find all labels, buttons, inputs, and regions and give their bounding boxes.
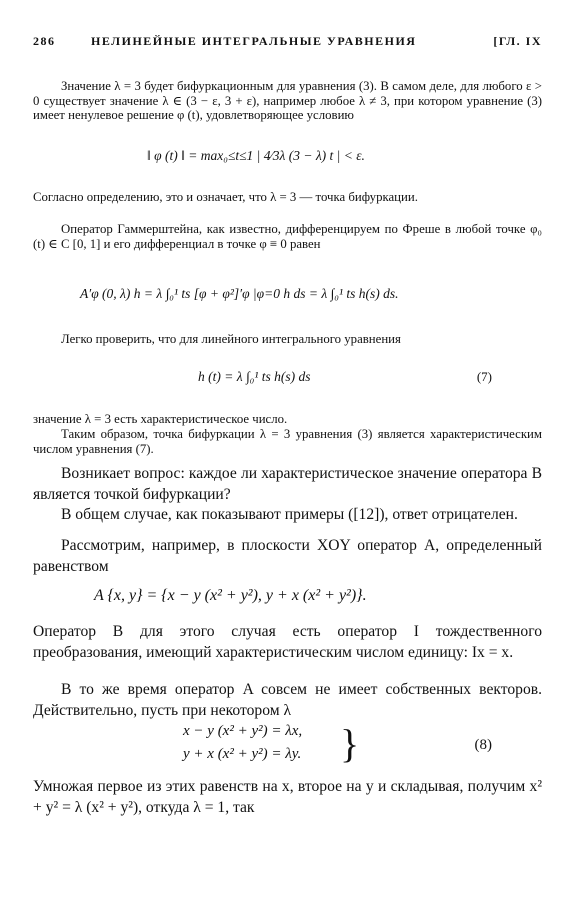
equation-frechet-differential: A′φ (0, λ) h = λ ∫₀¹ ts [φ + φ²]′φ |φ=0 h ds = λ ∫₀¹ ts h(s) ds. — [80, 286, 399, 301]
running-header — [33, 34, 542, 54]
running-title: НЕЛИНЕЙНЫЕ ИНТЕГРАЛЬНЫЕ УРАВНЕНИЯ — [91, 34, 417, 48]
paragraph-hammerstein: Оператор Гаммерштейна, как известно, дифференцируем по Фреше в любой точке φ₀ (t) ∈ C [0, 1] и его дифференциал в точке φ ≡ 0 равен — [33, 222, 542, 251]
paragraph-linear-equation: Легко проверить, что для линейного интегрального уравнения — [61, 332, 401, 346]
paragraph-definition: Согласно определению, это и означает, что λ = 3 — точка бифуркации. — [33, 190, 418, 204]
chapter-label: [ГЛ. IX — [493, 34, 542, 48]
equation-system-brace: } — [340, 721, 360, 766]
equation-linear: h (t) = λ ∫₀¹ ts h(s) ds — [198, 369, 311, 384]
paragraph-multiply: Умножая первое из этих равенств на x, второе на y и складывая, получим x² + y² = λ (x² + y²), откуда λ = 1, так — [33, 778, 542, 816]
equation-system-line-1: x − y (x² + y²) = λx, — [183, 723, 303, 739]
paragraph-question: Возникает вопрос: каждое ли характеристическое значение оператора B является точкой бифуркации? — [33, 465, 542, 503]
page-number: 286 — [33, 34, 56, 48]
equation-norm-estimate: ‖ φ (t) ‖ = max₀≤t≤1 | 4⁄3λ (3 − λ) t | < ε. — [147, 148, 365, 163]
paragraph-operator-b: Оператор B для этого случая есть оператор I тождественного преобразования, имеющий характеристическим числом единицу: Ix = x. — [33, 623, 542, 661]
paragraph-conclusion: Таким образом, точка бифуркации λ = 3 уравнения (3) является характеристическим числом уравнения (7). — [33, 427, 542, 456]
equation-number-7: (7) — [476, 369, 492, 384]
paragraph-no-eigenvectors: В то же время оператор A совсем не имеет собственных векторов. Действительно, пусть при некотором λ — [33, 681, 542, 719]
equation-number-8: (8) — [474, 737, 492, 753]
paragraph-characteristic-number: значение λ = 3 есть характеристическое число. — [33, 412, 288, 426]
equation-operator-a: A {x, y} = {x − y (x² + y²), y + x (x² + y²)}. — [94, 587, 367, 604]
paragraph-general-case: В общем случае, как показывают примеры ([12]), ответ отрицателен. — [61, 506, 518, 523]
paragraph-bifurcation-value: Значение λ = 3 будет бифуркационным для уравнения (3). В самом деле, для любого ε > 0 существует значение λ ∈ (3 − ε, 3 + ε), например любое λ ≠ 3, при котором уравнение (3) имеет ненулевое решение φ (t), удовлетворяющее условию — [33, 79, 542, 123]
equation-system-line-2: y + x (x² + y²) = λy. — [183, 746, 302, 762]
paragraph-example: Рассмотрим, например, в плоскости XOY оператор A, определенный равенством — [33, 537, 542, 575]
